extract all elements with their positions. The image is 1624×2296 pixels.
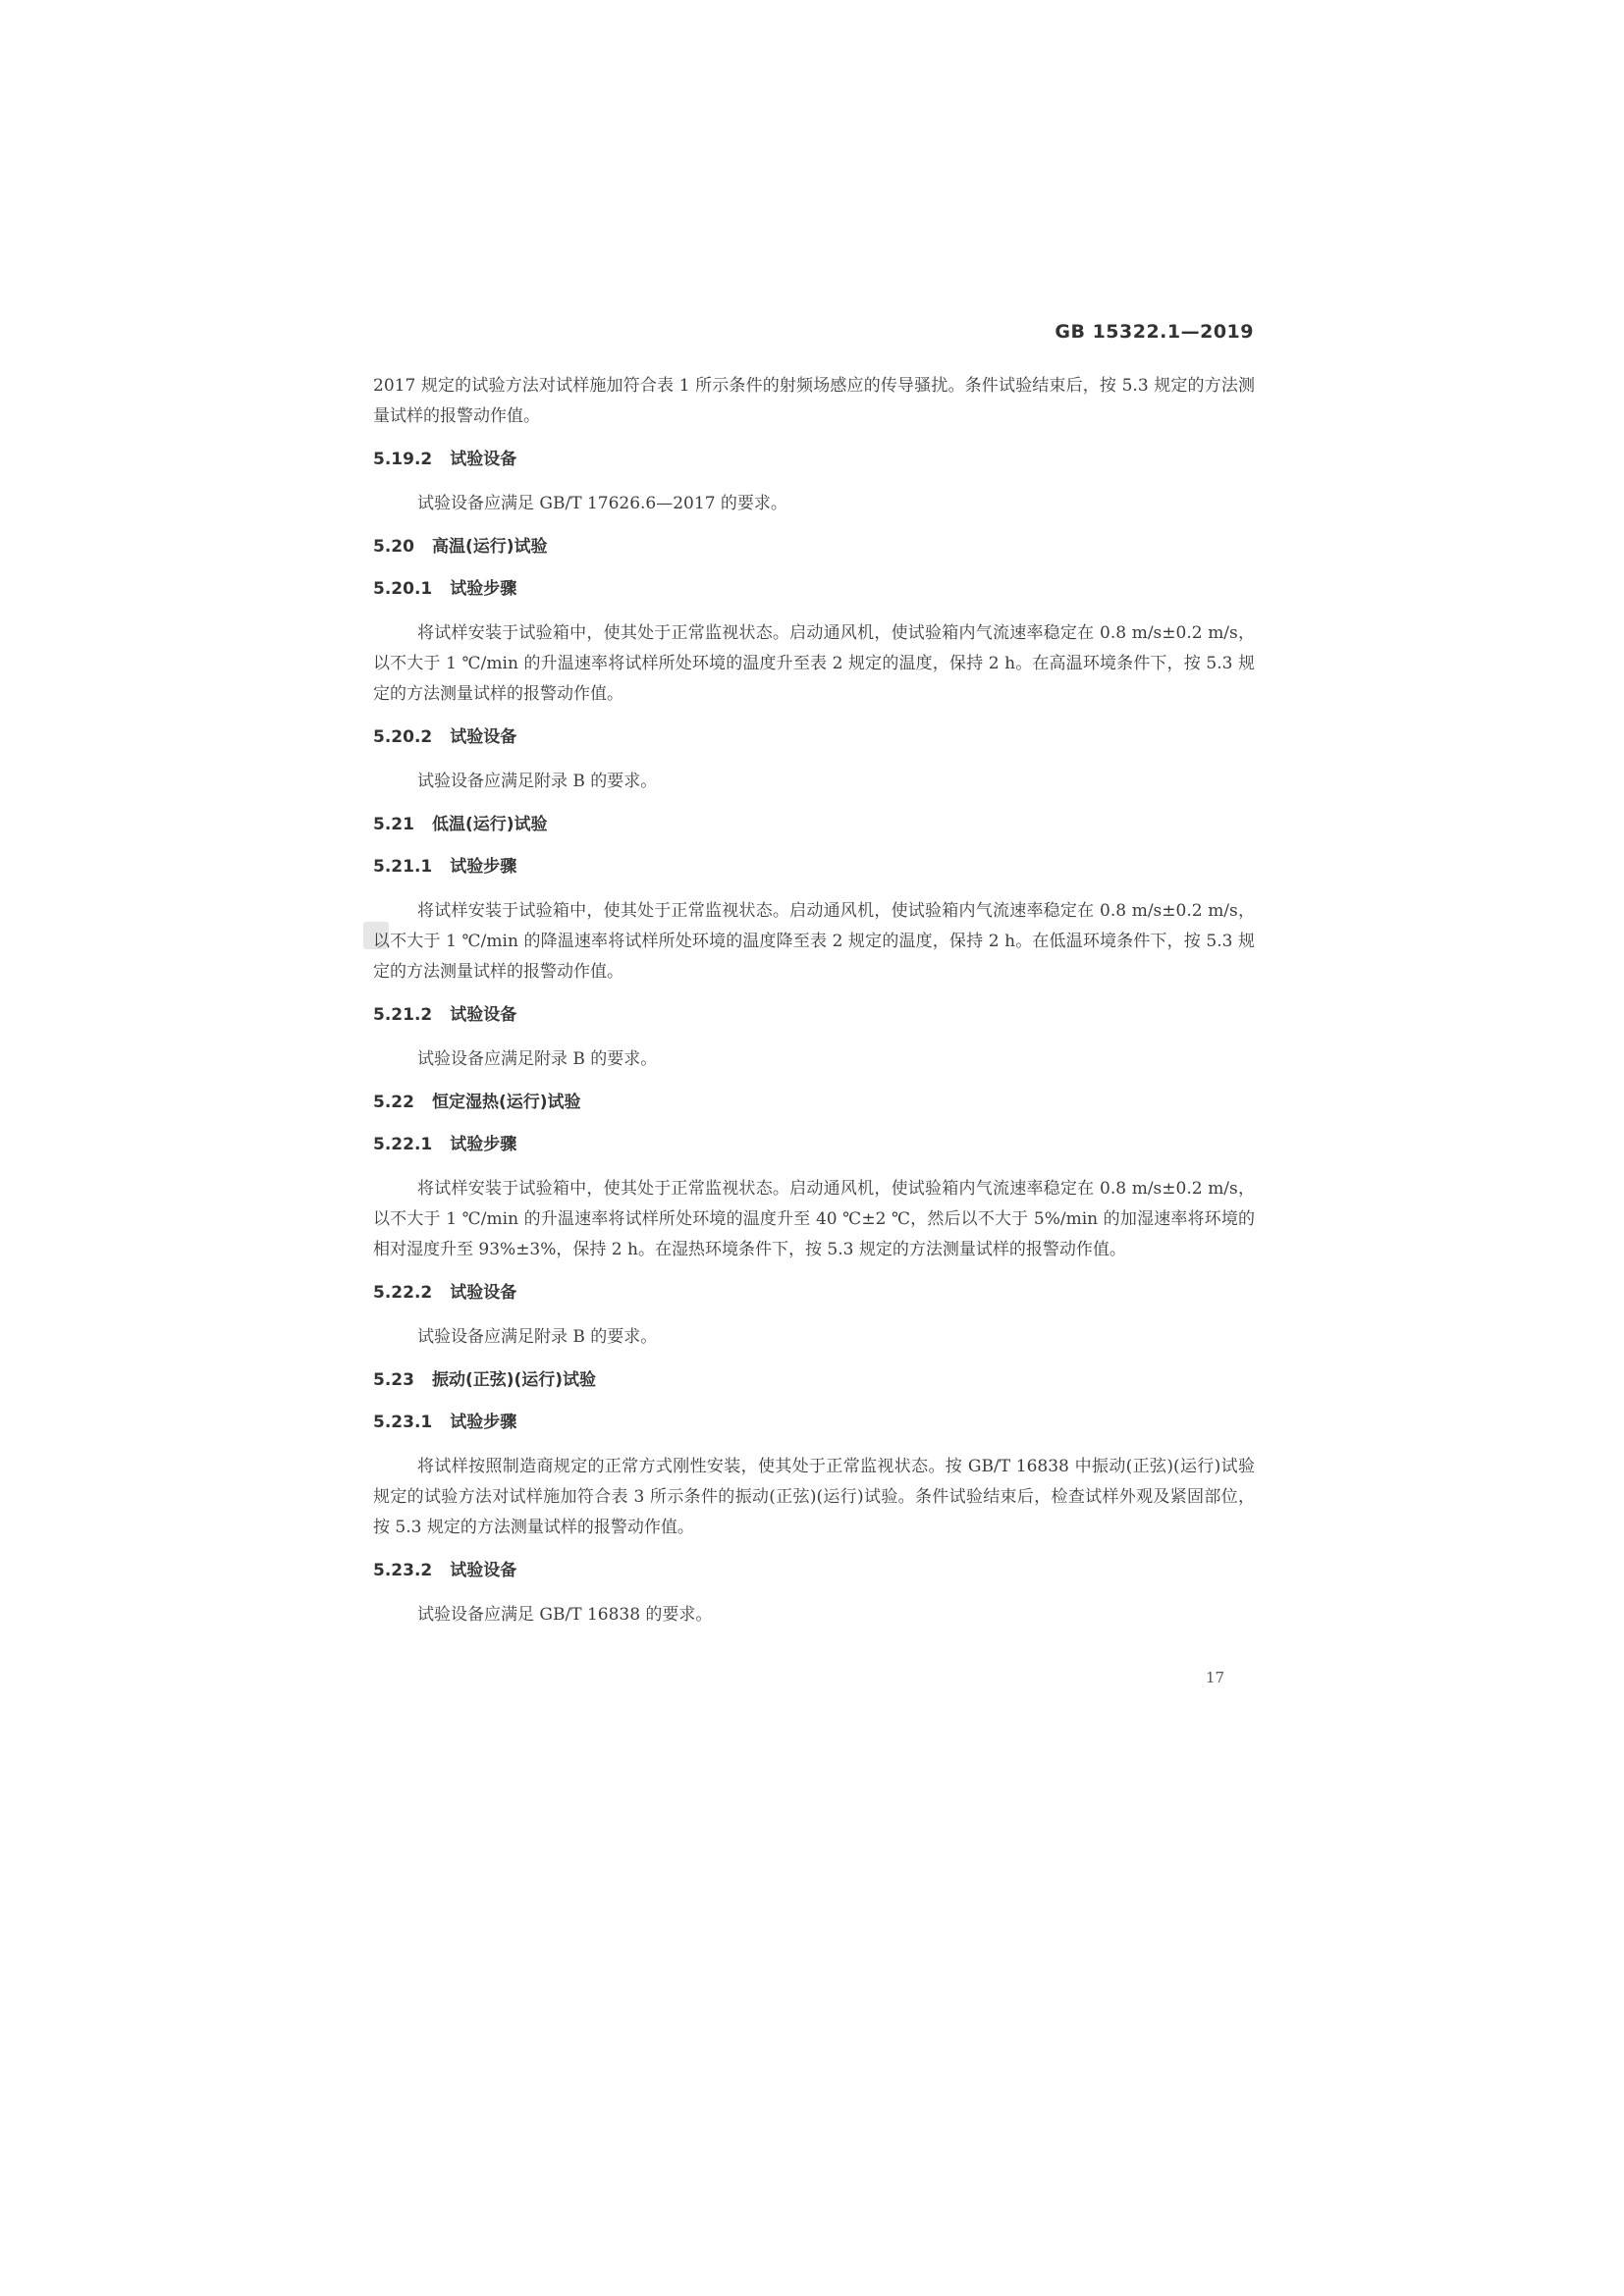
section-title: 试验设备 — [450, 1005, 517, 1025]
section-heading — [373, 1132, 1255, 1157]
section-number: 5.20 — [373, 537, 414, 557]
section-heading — [373, 1090, 1255, 1115]
section-heading — [373, 1002, 1255, 1028]
section-heading — [373, 854, 1255, 880]
section-heading — [373, 812, 1255, 837]
section-title: 高温(运行)试验 — [431, 537, 548, 557]
section-title: 试验步骤 — [450, 579, 517, 599]
paragraph: 将试样安装于试验箱中，使其处于正常监视状态。启动通风机，使试验箱内气流速率稳定在 0.8 m/s±0.2 m/s，以不大于 1 ℃/min 的升温速率将试样所处环境的温度升至表 2 规定的温度，保持 2 h。在高温环境条件下，按 5.3 规定的方法测量试样的报警动作值。 — [373, 623, 1255, 704]
section-title: 试验设备 — [450, 727, 517, 747]
section-heading — [373, 1410, 1255, 1435]
section-number: 5.21.2 — [373, 1005, 433, 1025]
section-number: 5.23.2 — [373, 1561, 433, 1580]
paragraph: 试验设备应满足附录 B 的要求。 — [417, 772, 658, 791]
section-title: 恒定湿热(运行)试验 — [431, 1093, 581, 1112]
paragraph: 将试样按照制造商规定的正常方式刚性安装，使其处于正常监视状态。按 GB/T 16838 中振动(正弦)(运行)试验规定的试验方法对试样施加符合表 3 所示条件的振动(正弦)(运行)试验。条件试验结束后，检查试样外观及紧固部位，按 5.3 规定的方法测量试样的报警动作值。 — [373, 1457, 1255, 1537]
section-title: 试验步骤 — [450, 1413, 517, 1432]
paragraph: 试验设备应满足附录 B 的要求。 — [417, 1049, 658, 1069]
section-title: 振动(正弦)(运行)试验 — [431, 1370, 597, 1390]
section-heading — [373, 447, 1255, 472]
paragraph: 2017 规定的试验方法对试样施加符合表 1 所示条件的射频场感应的传导骚扰。条件试验结束后，按 5.3 规定的方法测量试样的报警动作值。 — [373, 376, 1255, 426]
section-heading — [373, 1558, 1255, 1583]
paragraph: 将试样安装于试验箱中，使其处于正常监视状态。启动通风机，使试验箱内气流速率稳定在 0.8 m/s±0.2 m/s，以不大于 1 ℃/min 的升温速率将试样所处环境的温度升至 40 ℃±2 ℃，然后以不大于 5%/min 的加湿速率将环境的相对湿度升至 93%±3%，保持 2 h。在湿热环境条件下，按 5.3 规定的方法测量试样的报警动作值。 — [373, 1179, 1255, 1259]
section-title: 试验设备 — [450, 1283, 517, 1303]
document-body — [373, 371, 1255, 1630]
section-title: 试验设备 — [450, 450, 517, 469]
section-number: 5.23.1 — [373, 1413, 433, 1432]
section-title: 试验步骤 — [450, 857, 517, 877]
section-heading — [373, 576, 1255, 602]
paragraph: 试验设备应满足附录 B 的要求。 — [417, 1327, 658, 1347]
section-heading — [373, 534, 1255, 560]
section-number: 5.19.2 — [373, 450, 433, 469]
section-heading — [373, 1280, 1255, 1306]
section-number: 5.23 — [373, 1370, 414, 1390]
section-title: 试验设备 — [450, 1561, 517, 1580]
section-heading — [373, 1367, 1255, 1393]
section-number: 5.22.2 — [373, 1283, 433, 1303]
standard-code: GB 15322.1—2019 — [1055, 321, 1254, 343]
section-title: 低温(运行)试验 — [431, 815, 548, 834]
paragraph: 试验设备应满足 GB/T 16838 的要求。 — [417, 1605, 713, 1625]
section-number: 5.21 — [373, 815, 414, 834]
section-number: 5.21.1 — [373, 857, 433, 877]
paragraph: 试验设备应满足 GB/T 17626.6—2017 的要求。 — [417, 494, 787, 513]
section-number: 5.20.1 — [373, 579, 433, 599]
section-number: 5.20.2 — [373, 727, 433, 747]
section-title: 试验步骤 — [450, 1135, 517, 1154]
section-number: 5.22.1 — [373, 1135, 433, 1154]
section-heading — [373, 724, 1255, 750]
page-number: 17 — [1206, 1669, 1225, 1686]
paragraph: 将试样安装于试验箱中，使其处于正常监视状态。启动通风机，使试验箱内气流速率稳定在 0.8 m/s±0.2 m/s，以不大于 1 ℃/min 的降温速率将试样所处环境的温度降至表 2 规定的温度，保持 2 h。在低温环境条件下，按 5.3 规定的方法测量试样的报警动作值。 — [373, 901, 1255, 982]
section-number: 5.22 — [373, 1093, 414, 1112]
